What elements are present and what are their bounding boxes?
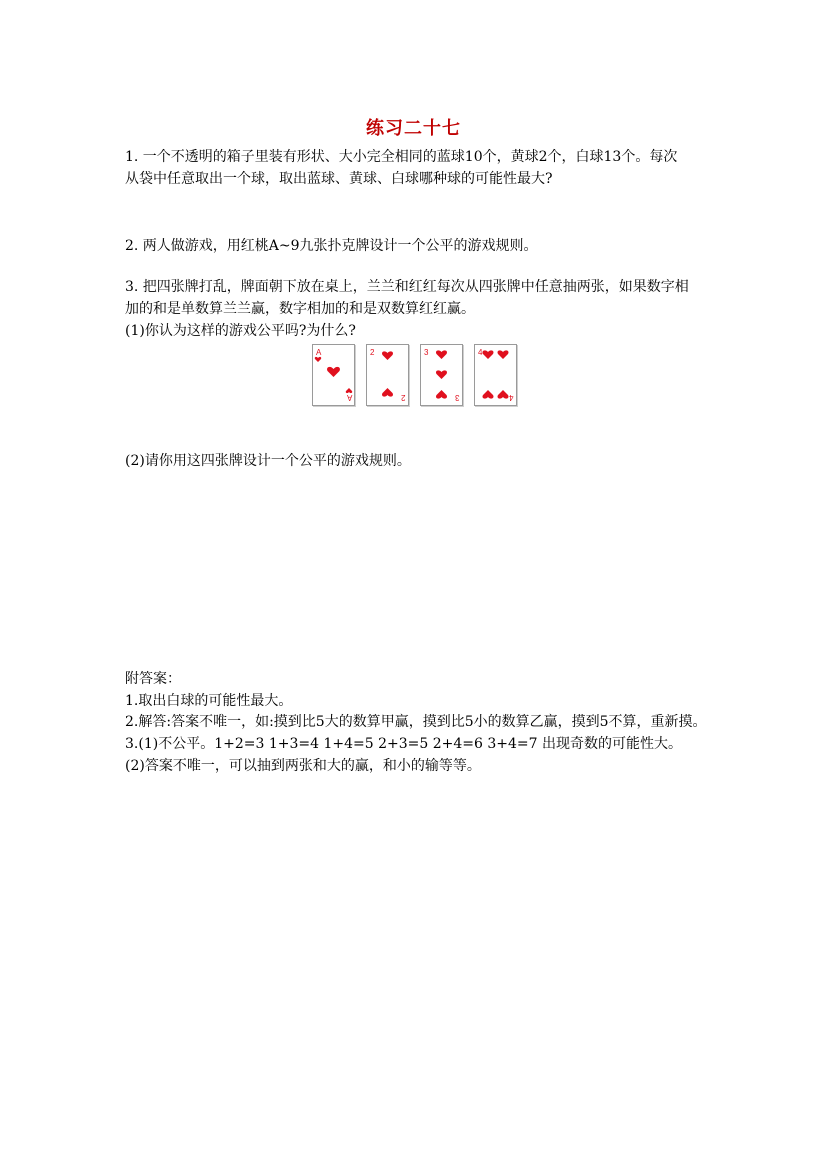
heart-icon xyxy=(436,390,447,399)
answer-3-part-1: 3.(1)不公平。1+2=3 1+3=4 1+4=5 2+3=5 2+4=6 3+4=7 出现奇数的可能性大。 xyxy=(125,736,682,752)
heart-icon xyxy=(483,350,494,359)
card-rank: 2 xyxy=(370,348,375,357)
heart-icon xyxy=(483,390,494,399)
heart-icon xyxy=(498,390,509,399)
question-3-line-2: 加的和是单数算兰兰赢，数字相加的和是双数算红红赢。 xyxy=(125,301,475,317)
heart-icon xyxy=(382,388,393,397)
question-1-line-2: 从袋中任意取出一个球，取出蓝球、黄球、白球哪种球的可能性最大? xyxy=(125,171,553,187)
card-ace-of-hearts xyxy=(312,344,355,406)
card-rank: A xyxy=(316,348,322,357)
answers-heading: 附答案： xyxy=(125,671,181,687)
card-2-of-hearts xyxy=(366,344,409,406)
question-3-line-1: 3. 把四张牌打乱，牌面朝下放在桌上，兰兰和红红每次从四张牌中任意抽两张，如果数字相 xyxy=(125,279,689,295)
answer-2: 2.解答:答案不唯一，如:摸到比5大的数算甲赢，摸到比5小的数算乙赢，摸到5不算，重新摸。 xyxy=(125,714,707,730)
card-rank-bottom: 2 xyxy=(401,393,406,402)
card-3-of-hearts xyxy=(420,344,463,406)
question-3-part-2: (2)请你用这四张牌设计一个公平的游戏规则。 xyxy=(125,453,411,469)
card-rank-bottom: A xyxy=(347,393,353,402)
heart-icon xyxy=(315,357,321,362)
card-rank-bottom: 4 xyxy=(509,393,514,402)
playing-cards xyxy=(310,344,520,408)
heart-icon xyxy=(346,388,352,393)
card-rank: 4 xyxy=(478,348,483,357)
card-rank-bottom: 3 xyxy=(455,393,460,402)
answer-1: 1.取出白球的可能性最大。 xyxy=(125,693,293,709)
heart-icon xyxy=(382,351,393,360)
question-3-part-1: (1)你认为这样的游戏公平吗?为什么? xyxy=(125,323,356,339)
heart-icon xyxy=(436,370,447,379)
card-rank: 3 xyxy=(424,348,429,357)
question-1-line-1: 1. 一个不透明的箱子里装有形状、大小完全相同的蓝球10个，黄球2个，白球13个。每次 xyxy=(125,149,678,165)
question-2: 2. 两人做游戏，用红桃A~9九张扑克牌设计一个公平的游戏规则。 xyxy=(125,238,538,254)
answer-3-part-2: (2)答案不唯一，可以抽到两张和大的赢，和小的输等等。 xyxy=(125,758,481,774)
page-title: 练习二十七 xyxy=(366,118,461,139)
card-4-of-hearts xyxy=(474,344,517,406)
heart-icon xyxy=(327,367,340,377)
heart-icon xyxy=(436,350,447,359)
heart-icon xyxy=(498,350,509,359)
